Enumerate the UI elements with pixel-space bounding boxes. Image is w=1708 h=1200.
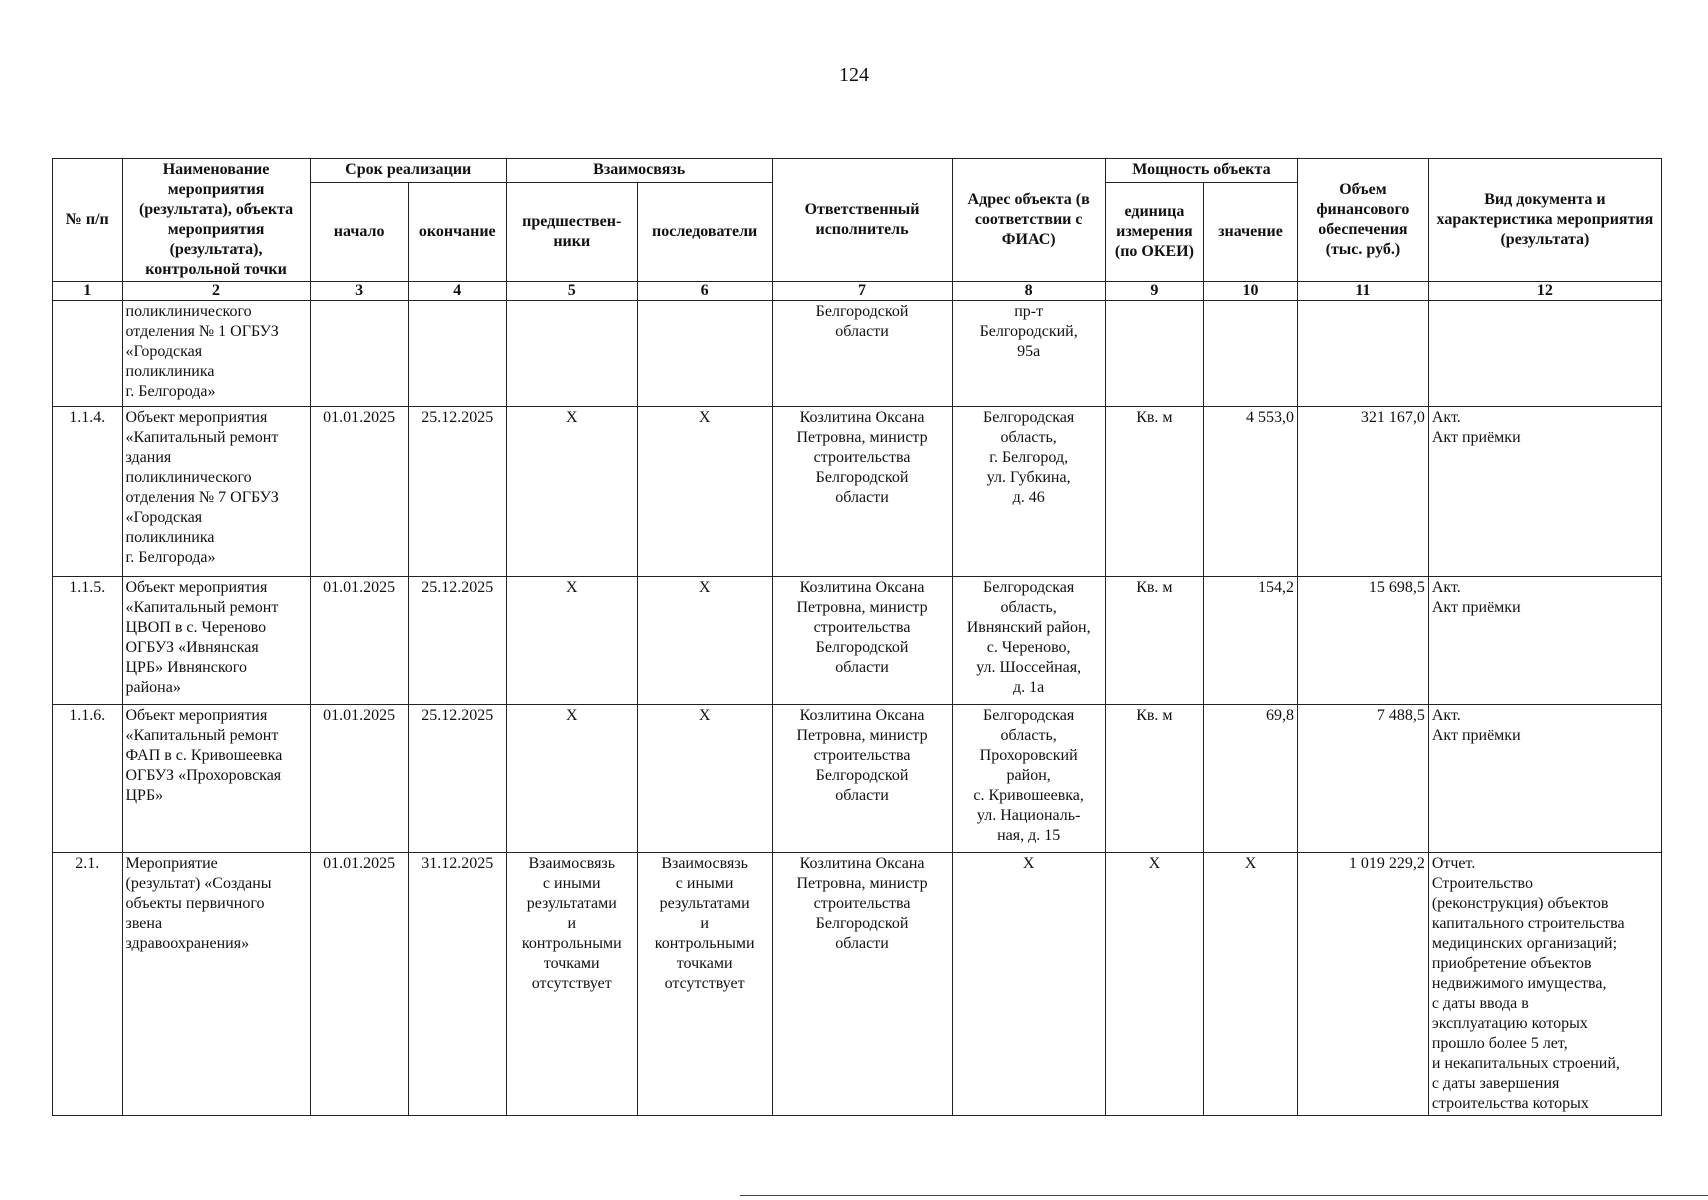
cell-followers: X [637, 577, 772, 705]
cell-unit: Кв. м [1105, 577, 1203, 705]
header-unit: единица измерения (по ОКЕИ) [1105, 183, 1203, 282]
cell-end: 25.12.2025 [408, 577, 506, 705]
header-document: Вид документа и характеристика мероприятия (результата) [1428, 159, 1661, 282]
cell-executor: Козлитина Оксана Петровна, министр строительства Белгородской области [772, 705, 952, 853]
cell-num: 1.1.4. [53, 407, 123, 577]
cell-num: 1.1.6. [53, 705, 123, 853]
cell-predecessors: X [506, 705, 637, 853]
table-row [53, 577, 1662, 705]
cell-num: 2.1. [53, 853, 123, 1116]
cell-address: пр-т Белгородский, 95а [952, 301, 1105, 407]
cell-end: 31.12.2025 [408, 853, 506, 1116]
cell-document [1428, 301, 1661, 407]
cell-end [408, 301, 506, 407]
column-number: 9 [1105, 282, 1203, 301]
cell-executor: Козлитина Оксана Петровна, министр строительства Белгородской области [772, 853, 952, 1116]
cell-value: 4 553,0 [1203, 407, 1297, 577]
cell-predecessors: Взаимосвязь с иными результатами и контрольными точками отсутствует [506, 853, 637, 1116]
cell-followers: X [637, 407, 772, 577]
cell-unit: Кв. м [1105, 407, 1203, 577]
header-executor: Ответственный исполнитель [772, 159, 952, 282]
activities-table [52, 158, 1662, 1116]
header-value: значение [1203, 183, 1297, 282]
header-followers: последователи [637, 183, 772, 282]
cell-value: X [1203, 853, 1297, 1116]
cell-name: Объект мероприятия «Капитальный ремонт ЦВОП в с. Череново ОГБУЗ «Ивнянская ЦРБ» Ивнянского района» [122, 577, 310, 705]
column-number: 8 [952, 282, 1105, 301]
table-row [53, 407, 1662, 577]
column-number: 11 [1297, 282, 1428, 301]
column-number: 3 [310, 282, 408, 301]
cell-unit [1105, 301, 1203, 407]
cell-address: Белгородская область, Прохоровский район, с. Кривошеевка, ул. Националь- ная, д. 15 [952, 705, 1105, 853]
cell-start: 01.01.2025 [310, 577, 408, 705]
cell-value: 69,8 [1203, 705, 1297, 853]
cell-unit: X [1105, 853, 1203, 1116]
cell-value [1203, 301, 1297, 407]
cell-funding [1297, 301, 1428, 407]
cell-start [310, 301, 408, 407]
cell-document: Акт. Акт приёмки [1428, 407, 1661, 577]
cell-name: Мероприятие (результат) «Созданы объекты первичного звена здравоохранения» [122, 853, 310, 1116]
cell-address: Белгородская область, Ивнянский район, с. Череново, ул. Шоссейная, д. 1а [952, 577, 1105, 705]
cell-followers: Взаимосвязь с иными результатами и контрольными точками отсутствует [637, 853, 772, 1116]
cell-executor: Козлитина Оксана Петровна, министр строительства Белгородской области [772, 577, 952, 705]
page-number: 124 [839, 64, 869, 86]
table-body [53, 301, 1662, 1116]
header-name: Наименование мероприятия (результата), объекта мероприятия (результата), контрольной точки [122, 159, 310, 282]
cell-name: Объект мероприятия «Капитальный ремонт ФАП в с. Кривошеевка ОГБУЗ «Прохоровская ЦРБ» [122, 705, 310, 853]
cell-predecessors [506, 301, 637, 407]
cell-address: X [952, 853, 1105, 1116]
table-row [53, 705, 1662, 853]
column-number: 2 [122, 282, 310, 301]
cell-funding: 7 488,5 [1297, 705, 1428, 853]
cell-document: Акт. Акт приёмки [1428, 705, 1661, 853]
header-row-top [53, 159, 1662, 183]
cell-executor: Белгородской области [772, 301, 952, 407]
cell-followers: X [637, 705, 772, 853]
cell-num [53, 301, 123, 407]
cell-start: 01.01.2025 [310, 705, 408, 853]
table-row [53, 301, 1662, 407]
table-header [53, 159, 1662, 301]
cell-num: 1.1.5. [53, 577, 123, 705]
cell-predecessors: X [506, 577, 637, 705]
header-capacity: Мощность объекта [1105, 159, 1297, 183]
header-funding: Объем финансового обеспечения (тыс. руб.) [1297, 159, 1428, 282]
cell-document: Акт. Акт приёмки [1428, 577, 1661, 705]
cell-start: 01.01.2025 [310, 853, 408, 1116]
cell-executor: Козлитина Оксана Петровна, министр строительства Белгородской области [772, 407, 952, 577]
header-deadline: Срок реализации [310, 159, 506, 183]
cell-funding: 15 698,5 [1297, 577, 1428, 705]
column-number: 7 [772, 282, 952, 301]
cell-document: Отчет. Строительство (реконструкция) объектов капитального строительства медицинских организаций; приобретение объектов недвижимого имущества, с даты ввода в эксплуатацию которых прошло более 5 лет, и некапитальных строений, с даты завершения строительства которых [1428, 853, 1661, 1116]
cell-start: 01.01.2025 [310, 407, 408, 577]
column-number: 1 [53, 282, 123, 301]
header-end: окончание [408, 183, 506, 282]
table-row [53, 853, 1662, 1116]
cell-name: Объект мероприятия «Капитальный ремонт здания поликлинического отделения № 7 ОГБУЗ «Городская поликлиника г. Белгорода» [122, 407, 310, 577]
column-number: 5 [506, 282, 637, 301]
cell-end: 25.12.2025 [408, 705, 506, 853]
cell-funding: 1 019 229,2 [1297, 853, 1428, 1116]
cell-funding: 321 167,0 [1297, 407, 1428, 577]
cell-unit: Кв. м [1105, 705, 1203, 853]
cell-followers [637, 301, 772, 407]
header-start: начало [310, 183, 408, 282]
column-number: 4 [408, 282, 506, 301]
page-edge-line [740, 1195, 1708, 1196]
cell-predecessors: X [506, 407, 637, 577]
column-number: 12 [1428, 282, 1661, 301]
cell-end: 25.12.2025 [408, 407, 506, 577]
cell-name: поликлинического отделения № 1 ОГБУЗ «Городская поликлиника г. Белгорода» [122, 301, 310, 407]
header-num: № п/п [53, 159, 123, 282]
header-address: Адрес объекта (в соответствии с ФИАС) [952, 159, 1105, 282]
cell-address: Белгородская область, г. Белгород, ул. Губкина, д. 46 [952, 407, 1105, 577]
activities-table-container [52, 158, 1662, 1116]
column-number: 10 [1203, 282, 1297, 301]
header-predecessors: предшествен- ники [506, 183, 637, 282]
cell-value: 154,2 [1203, 577, 1297, 705]
header-relation: Взаимосвязь [506, 159, 772, 183]
column-number: 6 [637, 282, 772, 301]
column-number-row [53, 282, 1662, 301]
